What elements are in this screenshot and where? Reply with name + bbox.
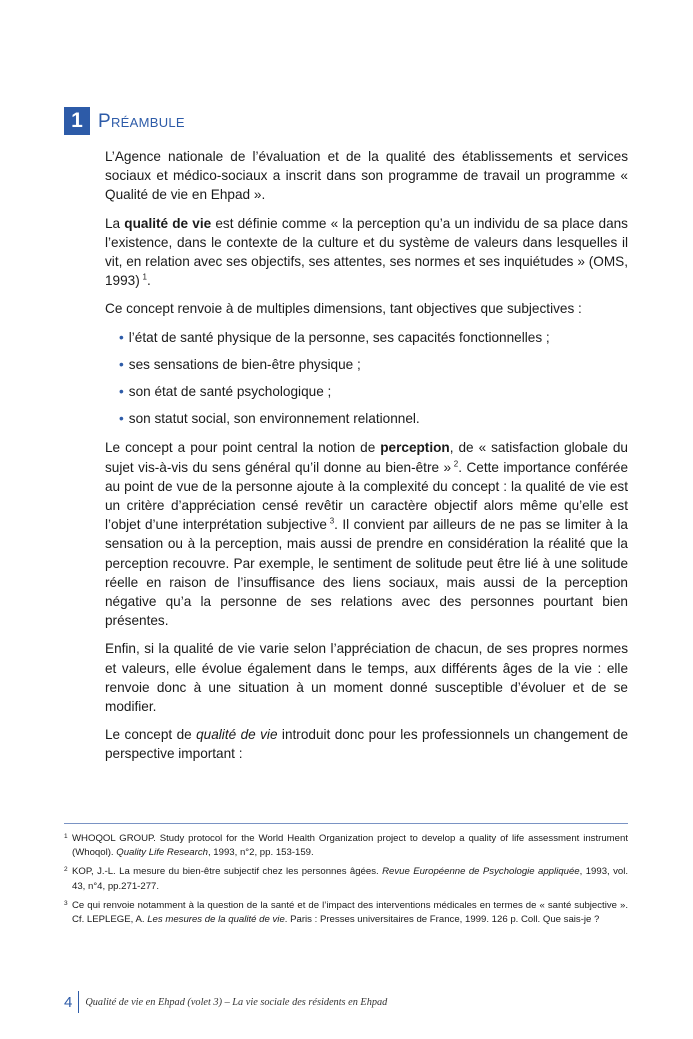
section-heading — [64, 107, 185, 135]
paragraph-evolution: Enfin, si la qualité de vie varie selon l’appréciation de chacun, de ses propres normes et valeurs, elle évolue également dans le temps, aux différents âges de la vie : elle renvoie donc à une situation à un moment donné susceptible d’évoluer et de se modifier. — [105, 641, 628, 715]
page-footer — [64, 991, 387, 1013]
footnote-ref-1[interactable]: 1 — [142, 272, 147, 282]
footnote-ref-2[interactable]: 2 — [453, 459, 459, 469]
paragraph-intro: L’Agence nationale de l’évaluation et de la qualité des établissements et services sociaux et médico-sociaux a inscrit dans son programme de travail un programme « Qualité de vie en Ehpad ». — [105, 149, 628, 203]
list-item: • son statut social, son environnement relationnel. — [119, 411, 420, 427]
bullet-icon: • — [119, 356, 124, 372]
list-item: • son état de santé psychologique ; — [119, 384, 332, 400]
bullet-icon: • — [119, 329, 124, 345]
term-qualite-de-vie-italic: qualité de vie — [196, 727, 278, 743]
footnote-1: 1 WHOQOL GROUP. Study protocol for the World Health Organization project to develop a quality of life assessment instrument (Whoqol). Quality Life Research, 1993, n°2, pp. 153-159. — [64, 832, 628, 860]
paragraph-perception: Le concept a pour point central la notion de perception, de « satisfaction globale du sujet vis-à-vis du sens général qu’il donne au bien-être » $^2$. Cette importance conférée au point de vue de la personne ajoute à la complexité du concept : la qualité de vie est un critère d’appréciation censé revêtir un caractère objectif alors même qu’elle est l’objet d’une interprétation subjective $^3$. Il convient par ailleurs de ne pas se limiter à la sensation ou à la perception, mais aussi de prendre en considération la réalité que la perception recouvre. Par exemple, le sentiment de solitude peut être lié à une solitude réelle en raison de l’insuffisance des liens sociaux, mais aussi de la perception négative qu’a la personne de ses relations avec des personnes pourtant bien présentes. — [105, 440, 628, 629]
bullet-icon: • — [119, 384, 124, 400]
main-content — [105, 147, 628, 773]
section-title: Préambule — [98, 111, 185, 132]
footnote-2: 2 KOP, J.-L. La mesure du bien-être subjectif chez les personnes âgées. Revue Européenne de Psychologie appliquée, 1993, vol. 43, n°4, pp.271-277. — [64, 865, 628, 893]
list-item: • l’état de santé physique de la personne, ses capacités fonctionnelles ; — [119, 329, 550, 345]
footnote-mark: 1 — [64, 833, 68, 840]
section-number: 1 — [64, 107, 90, 135]
footnote-mark: 2 — [64, 866, 68, 874]
page-number: 4 — [64, 993, 73, 1011]
paragraph-definition: La qualité de vie est définie comme « la perception qu’a un individu de sa place dans l’existence, dans le contexte de la culture et du système de valeurs dans lesquelles il vit, en relation avec ses objectifs, ses attentes, ses normes et ses inquiétudes » (OMS, 1993) $^1$. — [105, 215, 628, 289]
bullet-icon: • — [119, 411, 124, 427]
term-qualite-de-vie: qualité de vie — [124, 215, 212, 231]
footer-title: Qualité de vie en Ehpad (volet 3) – La vie sociale des résidents en Ehpad — [85, 996, 388, 1008]
list-item: • ses sensations de bien-être physique ; — [119, 356, 361, 372]
footnote-ref-3[interactable]: 3 — [329, 516, 335, 526]
footnote-mark: 3 — [64, 899, 68, 907]
footnotes — [64, 832, 628, 932]
footnote-3: 3 Ce qui renvoie notamment à la question de la santé et de l’impact des interventions médicales en termes de « santé subjective ». Cf. LEPLEGE, A. Les mesures de la qualité de vie. Paris : Presses universitaires de France, 1999. 126 p. Coll. Que sais-je ? — [64, 899, 628, 927]
footnote-divider — [64, 823, 628, 824]
paragraph-perspective: Le concept de qualité de vie introduit donc pour les professionnels un changement de perspective important : — [105, 727, 629, 762]
dimension-list — [119, 328, 628, 429]
term-perception: perception — [380, 440, 450, 456]
footer-divider — [78, 991, 79, 1013]
paragraph-dimensions: Ce concept renvoie à de multiples dimensions, tant objectives que subjectives : — [105, 301, 582, 317]
